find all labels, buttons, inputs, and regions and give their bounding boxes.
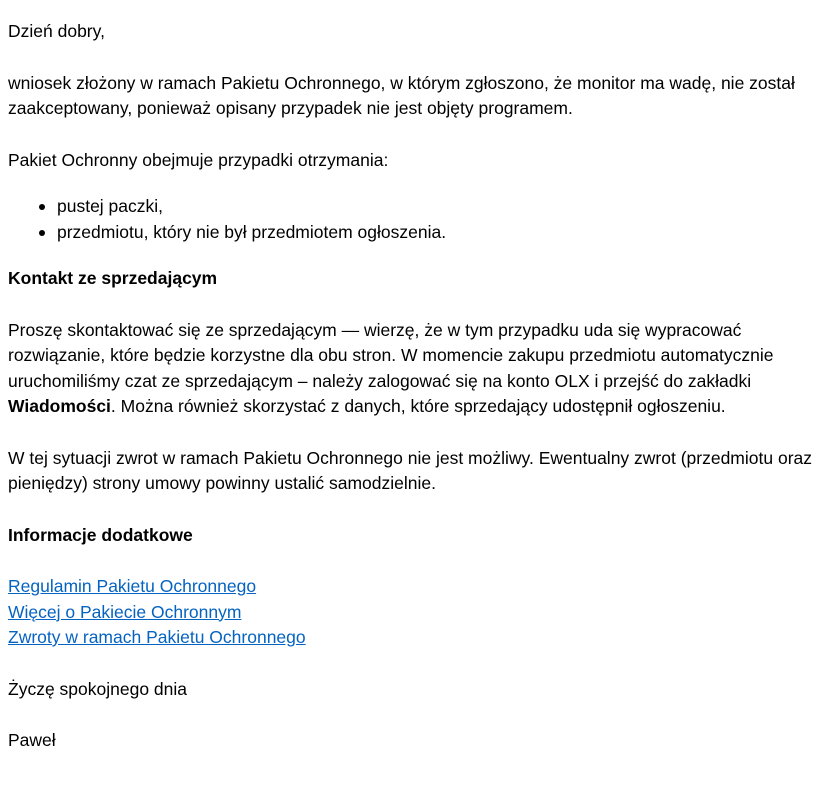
- closing-line: Życzę spokojnego dnia: [8, 678, 187, 699]
- terms-link[interactable]: Regulamin Pakietu Ochronnego: [8, 576, 257, 596]
- refund-note: W tej sytuacji zwrot w ramach Pakietu Ochronnego nie jest możliwy. Ewentualny zwrot (przedmiotu oraz pieniędzy) strony umowy powinny ustalić samodzielnie.: [8, 447, 813, 493]
- intro-paragraph: wniosek złożony w ramach Pakietu Ochronnego, w którym zgłoszono, że monitor ma wadę, nie został zaakceptowany, ponieważ opisany przypadek nie jest objęty programem.: [8, 72, 795, 118]
- coverage-intro: Pakiet Ochronny obejmuje przypadki otrzymania:: [8, 149, 389, 170]
- more-info-link[interactable]: Więcej o Pakiecie Ochronnym: [8, 601, 242, 622]
- greeting: Dzień dobry,: [8, 21, 105, 41]
- list-item: przedmiotu, który nie był przedmiotem ogłoszenia.: [8, 220, 826, 246]
- returns-link[interactable]: Zwroty w ramach Pakietu Ochronnego: [8, 627, 306, 647]
- list-item: pustej paczki,: [8, 194, 826, 220]
- contact-text-after: . Można również skorzystać z danych, które sprzedający udostępnił ogłoszeniu.: [110, 396, 726, 416]
- additional-links: [8, 574, 826, 651]
- contact-text-before: Proszę skontaktować się ze sprzedającym — wierzę, że w tym przypadku uda się wypracować rozwiązanie, które będzie korzystne dla obu stron. W momencie zakupu przedmiotu automatycznie uruchomiliśmy czat ze sprzedającym – należy zalogować się na konto OLX i przejść do zakładki: [8, 319, 774, 391]
- coverage-list: [8, 194, 826, 245]
- signature: Paweł: [8, 730, 56, 750]
- contact-heading: Kontakt ze sprzedającym: [8, 268, 218, 288]
- messages-tab-name: Wiadomości: [8, 396, 111, 416]
- additional-info-heading: Informacje dodatkowe: [8, 524, 193, 545]
- contact-paragraph: [8, 318, 826, 420]
